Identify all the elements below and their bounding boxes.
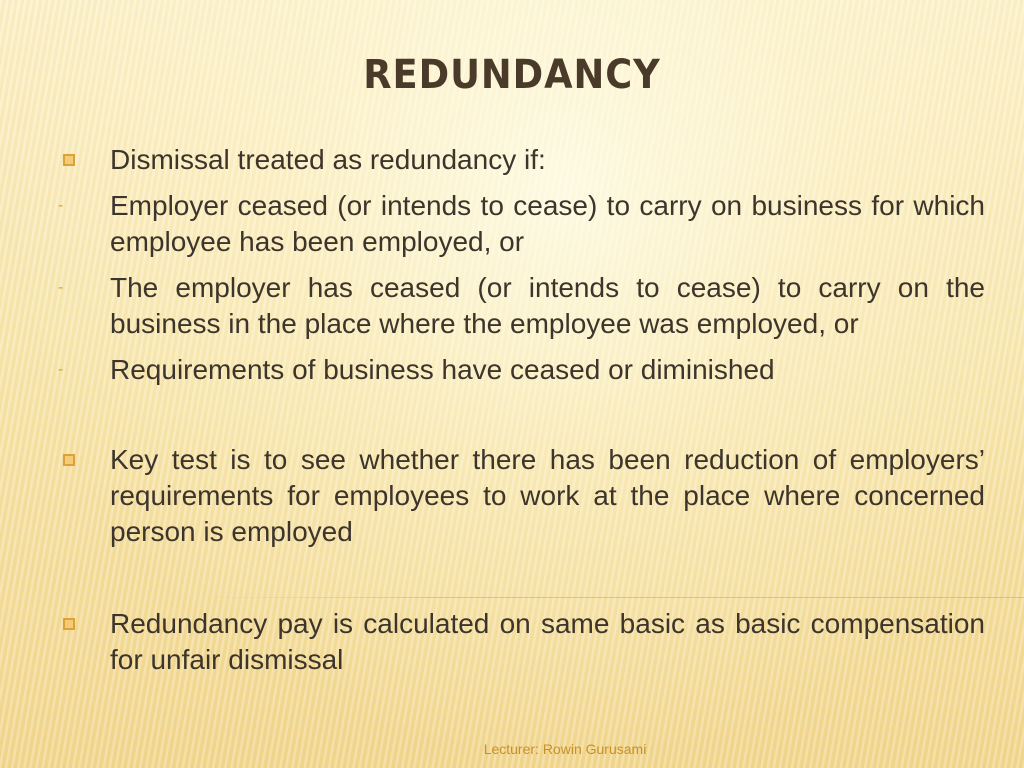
square-bullet-icon: [63, 618, 75, 630]
bullet-item: [50, 188, 985, 260]
bullet-item: [50, 142, 985, 178]
slide-title: REDUNDANCY: [363, 52, 661, 98]
bullet-item: [50, 352, 985, 388]
dash-bullet-icon: -: [58, 279, 64, 296]
dash-bullet-icon: -: [58, 197, 64, 214]
bullet-text: Requirements of business have ceased or diminished: [110, 354, 775, 385]
square-bullet-icon: [63, 454, 75, 466]
bullet-item: [50, 606, 985, 678]
footer-lecturer: Lecturer: Rowin Gurusami: [483, 741, 647, 757]
bullet-text: Employer ceased (or intends to cease) to carry on business for which employee has been employed, or: [110, 190, 985, 257]
bullet-text: Key test is to see whether there has been reduction of employers’ requirements for employees to work at the place where concerned person is employed: [110, 444, 985, 547]
dash-bullet-icon: -: [58, 361, 64, 378]
bullet-text: Dismissal treated as redundancy if:: [110, 144, 546, 175]
divider-line: [200, 597, 1024, 598]
square-bullet-icon: [63, 154, 75, 166]
bullet-item: [50, 270, 985, 342]
bullet-text: The employer has ceased (or intends to cease) to carry on the business in the place where the employee was employed, or: [110, 272, 985, 339]
bullet-item: [50, 442, 985, 550]
bullet-text: Redundancy pay is calculated on same basic as basic compensation for unfair dismissal: [110, 608, 985, 675]
